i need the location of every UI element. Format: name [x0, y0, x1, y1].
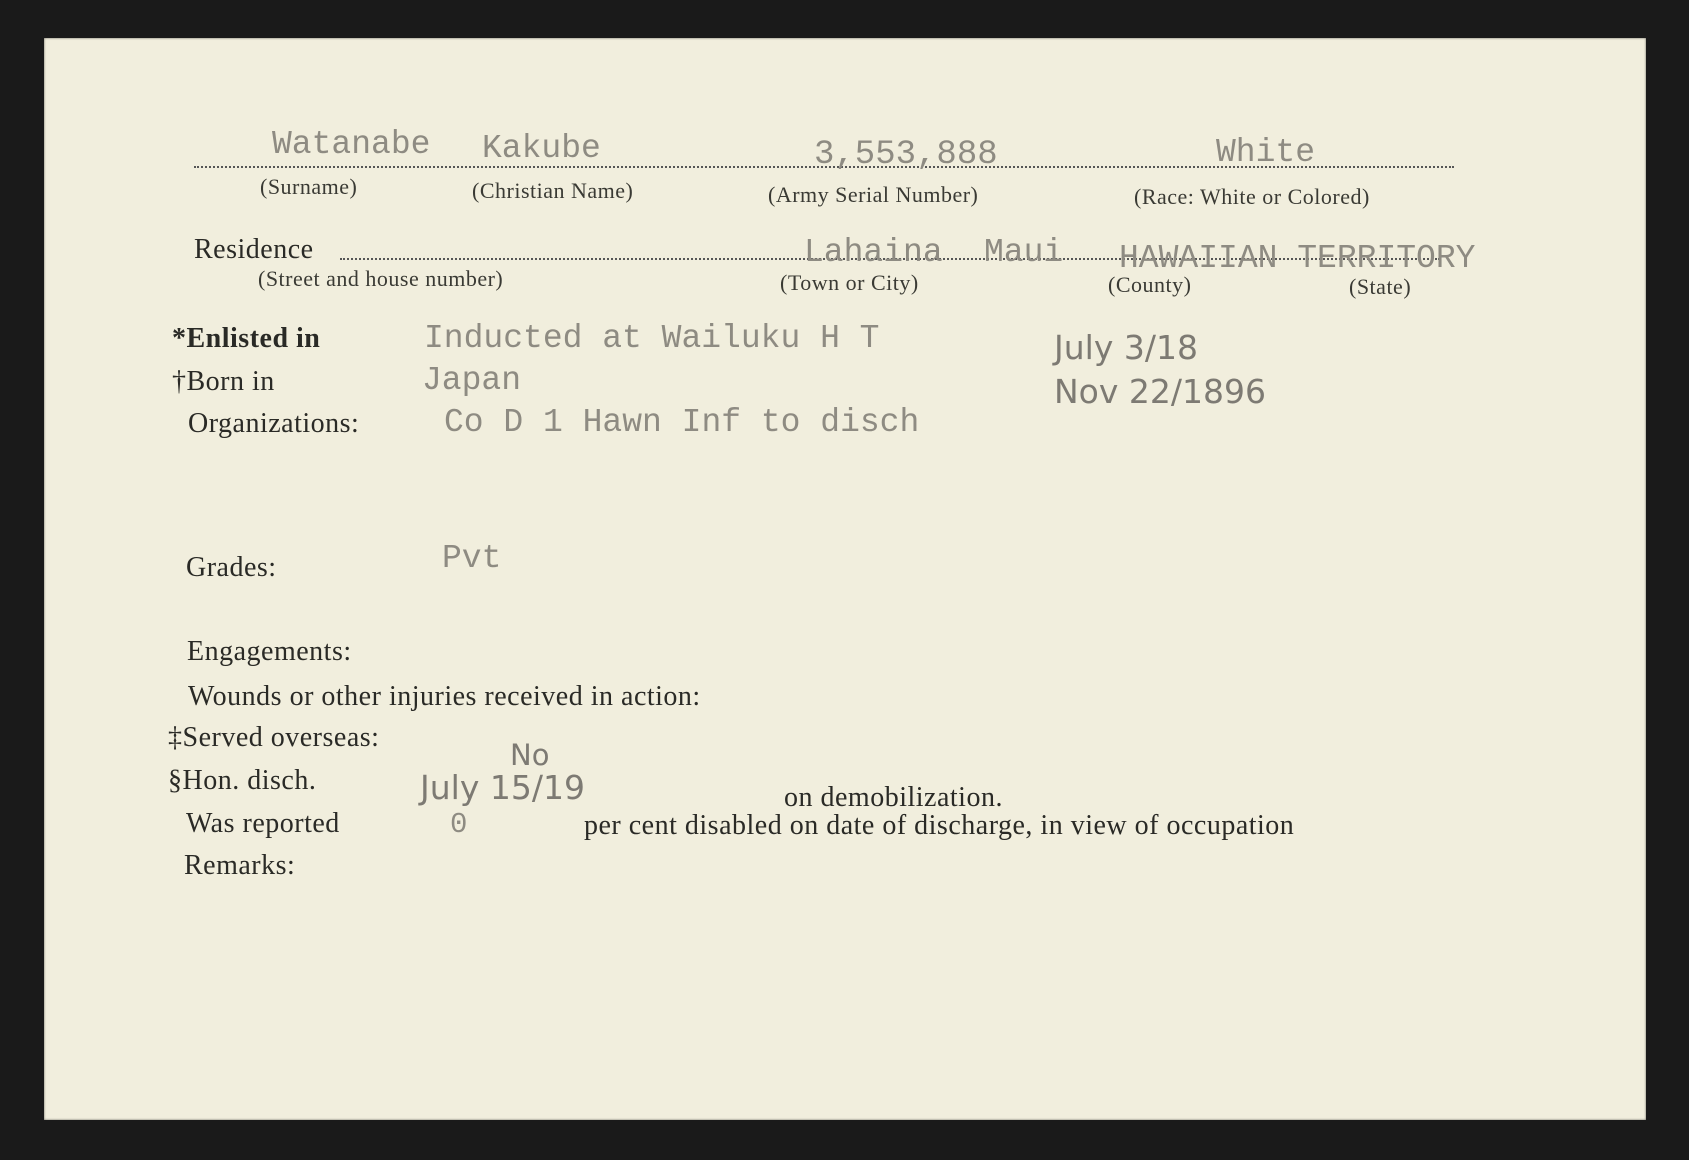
disabled-text: per cent disabled on date of discharge, in view of occupation — [584, 810, 1295, 841]
reported-value: 0 — [450, 808, 468, 841]
hon-disch-label: §Hon. disch. — [168, 765, 317, 796]
enlisted-date: July 3/18 — [1054, 328, 1198, 367]
race-value: White — [1216, 134, 1316, 171]
serial-caption: (Army Serial Number) — [768, 182, 979, 207]
christian-name-value: Kakube — [482, 130, 601, 167]
state-value: HAWAIIAN TERRITORY — [1119, 240, 1476, 277]
county-caption: (County) — [1108, 272, 1192, 297]
county-value: Maui — [984, 234, 1064, 271]
town-caption: (Town or City) — [780, 270, 919, 295]
born-label: †Born in — [172, 366, 275, 397]
demobilization-text: on demobilization. — [784, 782, 1003, 813]
overseas-label: ‡Served overseas: — [168, 722, 380, 753]
town-value: Lahaina — [804, 234, 943, 271]
hon-disch-value: July 15/19 — [420, 768, 585, 807]
service-record-card — [44, 38, 1646, 1120]
state-caption: (State) — [1349, 274, 1412, 299]
grades-label: Grades: — [186, 552, 277, 583]
surname-value: Watanabe — [272, 126, 431, 163]
serial-number-value: 3,553,888 — [814, 136, 998, 174]
born-date: Nov 22/1896 — [1054, 372, 1266, 411]
reported-label: Was reported — [186, 808, 340, 839]
wounds-label: Wounds or other injuries received in action: — [188, 681, 701, 712]
organizations-label: Organizations: — [188, 408, 360, 439]
organizations-value: Co D 1 Hawn Inf to disch — [444, 404, 920, 441]
remarks-label: Remarks: — [184, 850, 296, 881]
christian-name-caption: (Christian Name) — [472, 178, 634, 203]
engagements-label: Engagements: — [187, 636, 352, 667]
enlisted-label: *Enlisted in — [172, 323, 321, 354]
residence-label: Residence — [194, 234, 314, 265]
surname-caption: (Surname) — [260, 174, 358, 199]
born-value: Japan — [422, 362, 522, 399]
enlisted-value: Inducted at Wailuku H T — [424, 320, 880, 357]
overseas-value: No — [510, 738, 550, 772]
street-caption: (Street and house number) — [258, 266, 504, 291]
grades-value: Pvt — [442, 540, 502, 577]
race-caption: (Race: White or Colored) — [1134, 184, 1370, 209]
